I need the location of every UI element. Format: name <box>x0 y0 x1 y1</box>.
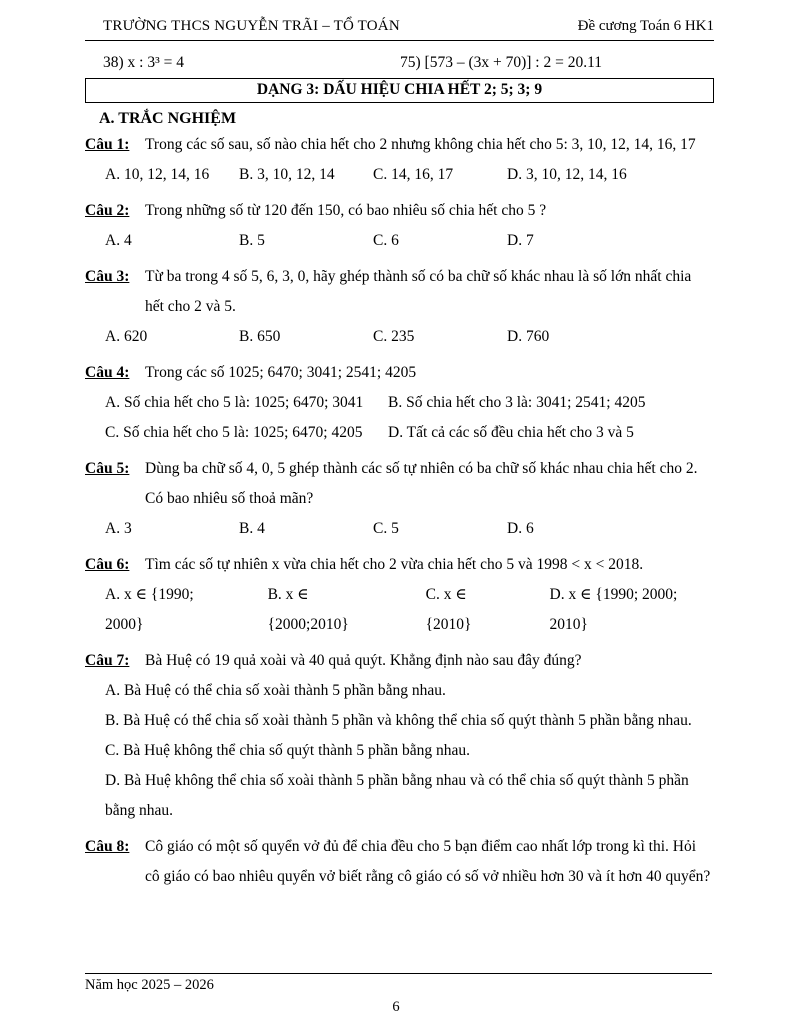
answer-option: D. 3, 10, 12, 14, 16 <box>507 166 627 183</box>
answer-option: C. Số chia hết cho 5 là: 1025; 6470; 4205 <box>105 424 363 441</box>
question-head <box>85 550 714 580</box>
page-number: 6 <box>392 999 400 1015</box>
page-footer <box>85 973 712 994</box>
answer-options <box>105 322 714 352</box>
question-label: Câu 5: <box>85 460 130 477</box>
answer-option: D. 6 <box>507 520 534 537</box>
answer-option: B. 3, 10, 12, 14 <box>239 166 335 183</box>
question-head <box>85 454 714 514</box>
question-5 <box>85 454 714 544</box>
header-doc-title: Đề cương Toán 6 HK1 <box>577 18 714 34</box>
answer-options <box>105 388 714 448</box>
answer-options <box>105 580 714 640</box>
answer-option: B. Số chia hết cho 3 là: 3041; 2541; 4205 <box>388 394 646 411</box>
answer-options <box>105 226 714 256</box>
section-heading: A. TRẮC NGHIỆM <box>99 110 237 127</box>
answer-option: C. Bà Huệ không thể chia số quýt thành 5 phần bằng nhau. <box>105 742 471 759</box>
answer-option: C. 14, 16, 17 <box>373 166 454 183</box>
answer-option: A. Số chia hết cho 5 là: 1025; 6470; 3041 <box>105 394 364 411</box>
page-header <box>85 16 714 41</box>
answer-option: C. 5 <box>373 520 399 537</box>
question-4 <box>85 358 714 448</box>
question-head <box>85 130 714 160</box>
question-text: Trong những số từ 120 đến 150, có bao nhiêu số chia hết cho 5 ? <box>145 202 547 219</box>
answer-option: A. Bà Huệ có thể chia số xoài thành 5 phần bằng nhau. <box>105 682 446 699</box>
answer-option: A. x ∈ {1990; 2000} <box>105 586 194 633</box>
question-text: Từ ba trong 4 số 5, 6, 3, 0, hãy ghép thành số có ba chữ số khác nhau là số lớn nhất chia hết cho 2 và 5. <box>145 268 692 315</box>
answer-options <box>105 676 714 826</box>
question-2 <box>85 196 714 256</box>
question-label: Câu 4: <box>85 364 130 381</box>
exercise-75: 75) [573 – (3x + 70)] : 2 = 20.11 <box>400 54 603 71</box>
question-label: Câu 6: <box>85 556 130 573</box>
question-head <box>85 832 714 892</box>
question-label: Câu 7: <box>85 652 130 669</box>
answer-option: D. 7 <box>507 232 534 249</box>
question-head <box>85 646 714 676</box>
answer-option: D. Tất cả các số đều chia hết cho 3 và 5 <box>388 424 634 441</box>
question-head <box>85 262 714 322</box>
answer-option: B. 5 <box>239 232 265 249</box>
answer-option: C. 6 <box>373 232 399 249</box>
question-head <box>85 196 714 226</box>
question-head <box>85 358 714 388</box>
answer-option: B. 4 <box>239 520 265 537</box>
question-text: Cô giáo có một số quyển vở đủ để chia đều cho 5 bạn điểm cao nhất lớp trong kì thi. Hỏi cô giáo có bao nhiêu quyển vở biết rằng cô giáo có số vở nhiều hơn 30 và ít hơn 40 quyển? <box>145 838 711 885</box>
answer-option: B. Bà Huệ có thể chia số xoài thành 5 phần và không thể chia số quýt thành 5 phần bằng nhau. <box>105 712 692 729</box>
answer-option: B. 650 <box>239 328 281 345</box>
question-text: Dùng ba chữ số 4, 0, 5 ghép thành các số tự nhiên có ba chữ số khác nhau chia hết cho 2. Có bao nhiêu số thoả mãn? <box>145 460 698 507</box>
answer-option: A. 10, 12, 14, 16 <box>105 166 210 183</box>
question-text: Trong các số sau, số nào chia hết cho 2 nhưng không chia hết cho 5: 3, 10, 12, 14, 16, 17 <box>145 136 696 153</box>
answer-options <box>105 160 714 190</box>
section-box-title: DẠNG 3: DẤU HIỆU CHIA HẾT 2; 5; 3; 9 <box>85 78 714 103</box>
answer-option: D. Bà Huệ không thể chia số xoài thành 5 phần bằng nhau và có thể chia số quýt thành 5 phần bằng nhau. <box>105 772 689 819</box>
question-6 <box>85 550 714 640</box>
header-school-name: TRƯỜNG THCS NGUYỄN TRÃI – TỔ TOÁN <box>103 18 400 34</box>
question-label: Câu 3: <box>85 268 130 285</box>
question-label: Câu 1: <box>85 136 130 153</box>
footer-school-year: Năm học 2025 – 2026 <box>85 977 214 993</box>
question-text: Trong các số 1025; 6470; 3041; 2541; 4205 <box>145 364 417 381</box>
exercise-38: 38) x : 3³ = 4 <box>103 54 184 71</box>
answer-option: B. x ∈ {2000;2010} <box>267 586 349 633</box>
question-text: Bà Huệ có 19 quả xoài và 40 quả quýt. Khẳng định nào sau đây đúng? <box>145 652 582 669</box>
question-label: Câu 2: <box>85 202 130 219</box>
question-3 <box>85 262 714 352</box>
answer-option: A. 620 <box>105 328 148 345</box>
answer-option: D. 760 <box>507 328 550 345</box>
question-text: Tìm các số tự nhiên x vừa chia hết cho 2 vừa chia hết cho 5 và 1998 < x < 2018. <box>145 556 644 573</box>
answer-option: D. x ∈ {1990; 2000; 2010} <box>549 586 678 633</box>
answer-option: A. 4 <box>105 232 132 249</box>
question-label: Câu 8: <box>85 838 130 855</box>
answer-option: A. 3 <box>105 520 132 537</box>
answer-options <box>105 514 714 544</box>
answer-option: C. 235 <box>373 328 415 345</box>
question-7 <box>85 646 714 826</box>
question-8 <box>85 832 714 892</box>
exercise-line <box>85 52 714 74</box>
answer-option: C. x ∈ {2010} <box>425 586 472 633</box>
question-1 <box>85 130 714 190</box>
